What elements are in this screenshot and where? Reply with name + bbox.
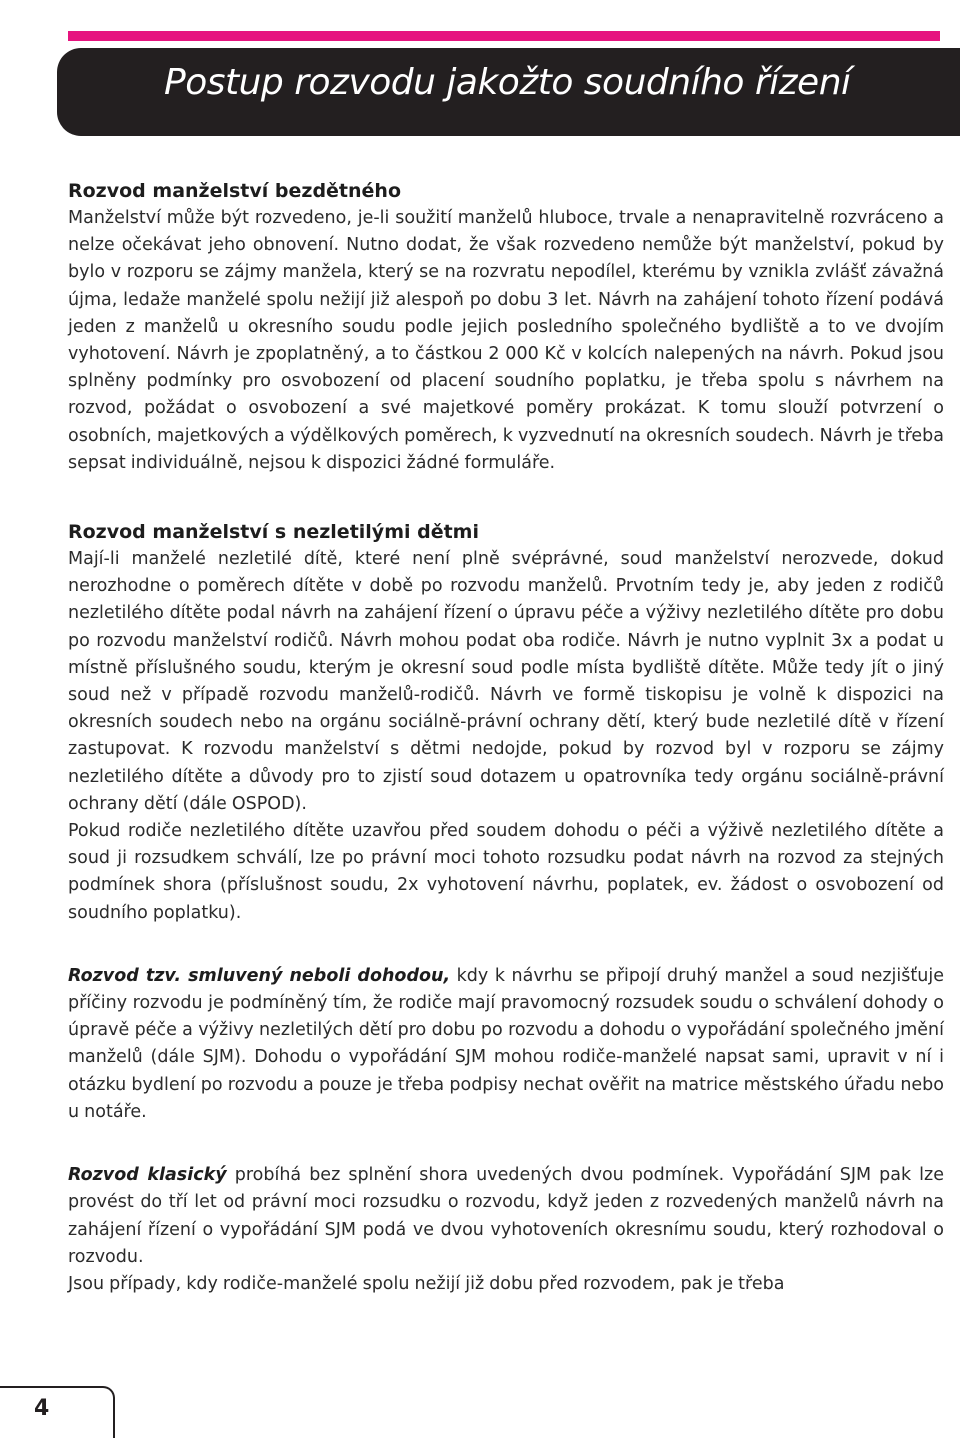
- section-heading: Rozvod manželství bezdětného: [68, 180, 402, 202]
- smluveny-lead: Rozvod tzv. smluvený neboli dohodou,: [68, 965, 451, 986]
- section-paragraph: Pokud rodiče nezletilého dítěte uzavřou před soudem dohodu o péči a výživě nezletilého dítěte a soud ji rozsudkem schválí, lze po právní moci tohoto rozsudku podat návrh na rozvod za stejných podmínek shora (příslušnost soudu, 2x vyhotovení návrhu, poplatek, ev. žádost o osvobození od soudního poplatku).: [68, 821, 944, 923]
- klasicky-continuation: Jsou případy, kdy rodiče-manželé spolu nežijí již dobu před rozvodem, pak je třeba: [68, 1273, 785, 1294]
- klasicky-lead: Rozvod klasický: [68, 1165, 227, 1186]
- smluveny-text: kdy k návrhu se připojí druhý manžel a soud nezjišťuje příčiny rozvodu je podmíněný tím, že rodiče mají pravomocný rozsudek soudu o schválení dohody o úpravě péče a výživy nezletilých dětí pro dobu po rozvodu a dohodu o vypořádání společného jmění manželů (dále SJM). Dohodu o vypořádání SJM mohou rodiče-manželé napsat sami, upravit v ní i otázku bydlení po rozvodu a pouze je třeba podpisy nechat ověřit na matrice městského úřadu nebo u notáře.: [68, 965, 944, 1122]
- section-s-detmi: [68, 519, 944, 927]
- page-title: Postup rozvodu jakožto soudního řízení: [164, 62, 851, 103]
- smluveny-paragraph: [68, 963, 944, 1126]
- klasicky-paragraph: [68, 1162, 944, 1271]
- section-paragraph: Mají-li manželé nezletilé dítě, které není plně svéprávné, soud manželství nerozvede, dokud nerozhodne o poměrech dítěte v době po rozvodu manželů. Prvotním tedy je, aby jeden z rodičů nezletilého dítěte podal návrh na zahájení řízení o úpravu péče a výživy nezletilého dítěte pro dobu po rozvodu manželství rodičů. Návrh mohou podat oba rodiče. Návrh je nutno vyplnit 3x a podat u místně příslušného soudu, kterým je okresní soud podle místa bydliště dítěte. Může tedy jít o jiný soud než v případě rozvodu manželů-rodičů. Návrh ve formě tiskopisu je volně k dispozici na okresních soudech nebo na orgánu sociálně-právní ochrany dětí, který bude nezletilé dítě v řízení zastupovat. K rozvodu manželství s dětmi nedojde, pokud by rozvod byl v rozporu se zájmy nezletilého dítěte a důvody pro to zjistí soud dotazem u opatrovníka tedy orgánu sociálně-právní ochrany dětí (dále OSPOD).: [68, 549, 944, 814]
- header-band: [57, 48, 960, 136]
- article-body: [68, 178, 944, 1298]
- page-number-tab: [0, 1386, 115, 1438]
- section-paragraph: Manželství může být rozvedeno, je-li soužití manželů hluboce, trvale a nenapravitelně rozvráceno a nelze očekávat jeho obnovení. Nutno dodat, že však rozvedeno nemůže být manželství, pokud by bylo v rozporu se zájmy manžela, který se na rozvratu nepodílel, kterému by vznikla zvlášť závažná újma, ledaže manželé spolu nežijí již alespoň po dobu 3 let. Návrh na zahájení tohoto řízení podává jeden z manželů u okresního soudu podle jejich posledního společného bydliště a to ve dvojím vyhotovení. Návrh je zpoplatněný, a to částkou 2 000 Kč v kolcích nalepených na návrh. Pokud jsou splněny podmínky pro osvobození od placení soudního poplatku, je třeba spolu s návrhem na rozvod, požádat o osvobození a své majetkové poměry prokázat. K tomu slouží potvrzení o osobních, majetkových a výdělkových poměrech, k vyzvednutí na okresních soudech. Návrh je třeba sepsat individuálně, nejsou k dispozici žádné formuláře.: [68, 208, 944, 473]
- page-number: 4: [34, 1396, 50, 1421]
- section-bezdetne: [68, 178, 944, 477]
- section-heading: Rozvod manželství s nezletilými dětmi: [68, 521, 479, 544]
- pink-accent-bar: [68, 31, 940, 41]
- klasicky-text: probíhá bez splnění shora uvedených dvou podmínek. Vypořádání SJM pak lze provést do tří let od právní moci rozsudku o rozvodu, když jeden z rozvedených manželů návrh na zahájení řízení o vypořádání SJM podá ve dvou vyhotoveních okresnímu soudu, který rozhodoval o rozvodu.: [68, 1165, 944, 1267]
